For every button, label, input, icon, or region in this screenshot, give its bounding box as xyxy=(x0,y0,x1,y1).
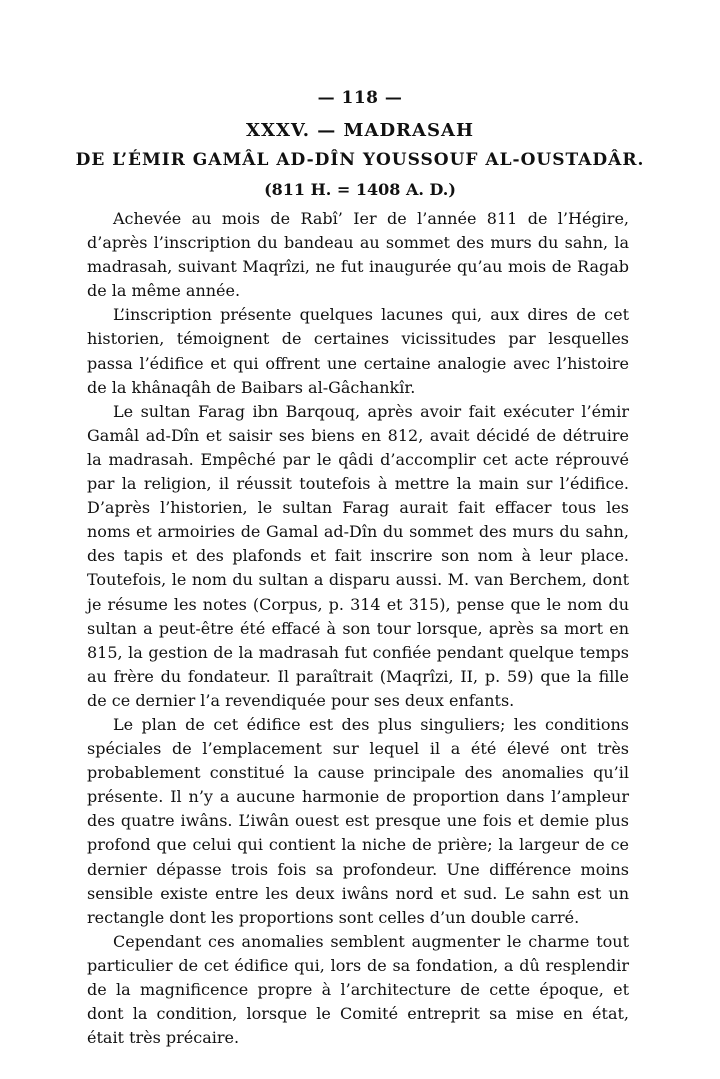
page-number: — 118 — xyxy=(317,88,403,108)
section-title: XXXV. — MADRASAH xyxy=(246,120,474,141)
paragraph: Le plan de cet édifice est des plus singuliers; les conditions spéciales de l’emplacement sur lequel il a été élevé ont très probablement constitué la cause principale des anomalies qu’il présente. Il n’y a aucune harmonie de proportion dans l’ampleur des quatre iwâns. L’iwân ouest est presque une fois et demie plus profond que celui qui contient la niche de prière; la largeur de ce dernier dépasse trois fois sa profondeur. Une différence moins sensible existe entre les deux iwâns nord et sud. Le sahn est un rectangle dont les proportions sont celles d’un double carré. xyxy=(87,714,629,927)
section-subtitle: DE L’ÉMIR GAMÂL AD-DÎN YOUSSOUF AL-OUSTADÂR. xyxy=(75,150,645,170)
paragraph: L’inscription présente quelques lacunes qui, aux dires de cet historien, témoignent de certaines vicissitudes par lesquelles passa l’édifice et qui offrent une certaine analogie avec l’histoire de la khânaqâh de Baibars al-Gâchankîr. xyxy=(87,305,629,397)
paragraph: Cependant ces anomalies semblent augmenter le charme tout particulier de cet édifice qui, lors de sa fondation, a dû resplendir de la magnificence propre à l’architecture de cette époque, et dont la condition, lorsque le Comité entreprit sa mise en état, était très précaire. xyxy=(87,931,629,1048)
paragraph: Le sultan Farag ibn Barqouq, après avoir fait exécuter l’émir Gamâl ad-Dîn et saisir ses biens en 812, avait décidé de détruire la madrasah. Empêché par le qâdi d’accomplir cet acte réprouvé par la religion, il réussit toutefois à mettre la main sur l’édifice. D’après l’historien, le sultan Farag aurait fait effacer tous les noms et armoiries de Gamal ad-Dîn du sommet des murs du sahn, des tapis et des plafonds et fait inscrire son nom à leur place. Toutefois, le nom du sultan a disparu aussi. M. van Berchem, dont je résume les notes (Corpus, p. 314 et 315), pense que le nom du sultan a peut-être été effacé à son tour lorsque, après sa mort en 815, la gestion de la madrasah fut confiée pendant quelque temps au frère du fondateur. Il paraîtrait (Maqrîzi, II, p. 59) que la fille de ce dernier l’a revendiquée pour ses deux enfants. xyxy=(87,401,629,710)
section-date: (811 H. = 1408 A. D.) xyxy=(264,180,456,199)
paragraph: Achevée au mois de Rabî’ Ier de l’année 811 de l’Hégire, d’après l’inscription du bandeau au sommet des murs du sahn, la madrasah, suivant Maqrîzi, ne fut inaugurée qu’au mois de Ragab de la même année. xyxy=(87,209,629,301)
body-text xyxy=(87,207,629,1050)
